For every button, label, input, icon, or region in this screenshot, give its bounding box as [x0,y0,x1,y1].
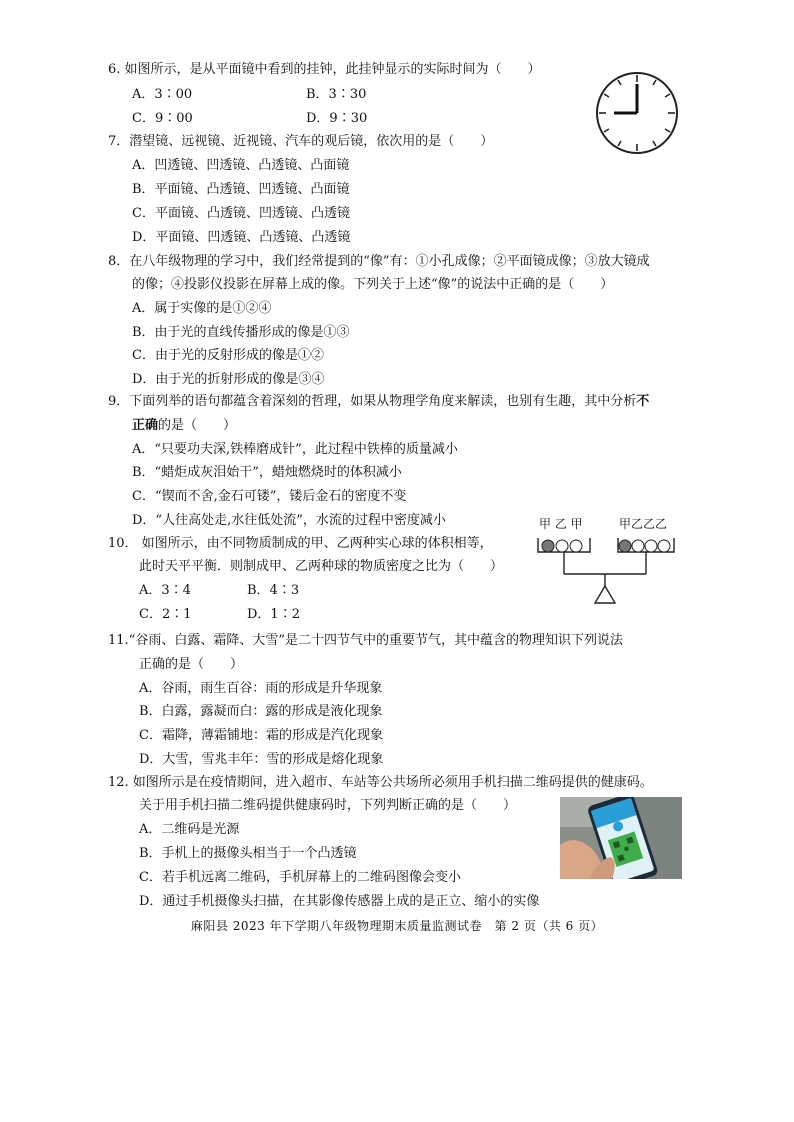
q10-option-a: A．3∶4 [139,583,191,598]
q10-option-c: C．2∶1 [139,607,192,622]
mirror-clock-figure [594,70,680,156]
q11-option-c: C．霜降，薄霜铺地：霜的形成是汽化现象 [139,728,383,743]
q9-option-d: D．“人往高处走,水往低处流”，水流的过程中密度减小 [132,513,446,528]
q9-stem-line1 [108,393,649,411]
q11-option-d: D．大雪，雪兆丰年：雪的形成是熔化现象 [139,752,384,767]
q9-option-b: B．“蜡炬成灰泪始干”，蜡烛燃烧时的体积减小 [132,465,402,480]
q10-stem-line1: 10． 如图所示，由不同物质制成的甲、乙两种实心球的体积相等， [108,536,493,551]
q11-option-b: B．白露，露凝而白：露的形成是液化现象 [139,704,383,719]
balance-right-labels: 甲乙乙乙 [619,517,668,531]
q12-stem-line2: 关于用手机扫描二维码提供健康码时，下列判断正确的是（ ） [139,798,517,813]
q8-stem-line2: 的像；④投影仪投影在屏幕上成的像。下列关于上述“像”的说法中正确的是（ ） [132,277,614,292]
q8-option-b: B．由于光的直线传播形成的像是①③ [132,325,350,340]
q9-stem-emphasis-1: 不 [636,394,650,409]
q9-stem-text-2: 的是（ ） [158,418,237,433]
q8-option-a: A．属于实像的是①②④ [132,301,272,316]
q8-option-c: C．由于光的反射形成的像是①② [132,348,324,363]
q7-option-a: A．凹透镜、凹透镜、凸透镜、凸面镜 [132,158,350,173]
q12-option-b: B．手机上的摄像头相当于一个凸透镜 [139,846,357,861]
q12-option-a: A．二维码是光源 [139,822,240,837]
q12-option-c: C．若手机远离二维码，手机屏幕上的二维码图像会变小 [139,870,461,885]
q11-stem-line2: 正确的是（ ） [139,657,244,672]
q6-option-d: D．9∶30 [306,111,368,126]
ball-jia [542,540,554,552]
q6-option-b: B．3∶30 [306,87,367,102]
ball-yi [556,540,568,552]
q6-option-c: C．9∶00 [132,111,193,126]
q11-option-a: A．谷雨，雨生百谷：雨的形成是升华现象 [139,681,383,696]
q9-option-c: C．“锲而不舍,金石可镂”，镂后金石的密度不变 [132,489,407,504]
q7-option-b: B．平面镜、凸透镜、凹透镜、凸面镜 [132,182,350,197]
q9-option-a: A．“只要功夫深,铁棒磨成针”，此过程中铁棒的质量减小 [132,442,458,457]
q6-option-a: A．3∶00 [132,87,193,102]
q8-stem-line1: 8．在八年级物理的学习中，我们经常提到的“像”有：①小孔成像；②平面镜成像；③放大镜成 [108,254,650,269]
q9-stem-text: 9．下面列举的语句都蕴含着深刻的哲理，如果从物理学角度来解读，也别有生趣，其中分析 [108,394,637,409]
balance-figure [532,530,680,606]
q10-stem-line2: 此时天平平衡．则制成甲、乙两种球的物质密度之比为（ ） [139,559,504,574]
q7-option-d: D．平面镜、凹透镜、凸透镜、凸透镜 [132,230,351,245]
balance-left-labels: 甲 乙 甲 [539,517,583,531]
q12-option-d: D．通过手机摄像头扫描，在其影像传感器上成的是正立、缩小的实像 [139,894,540,909]
q7-stem: 7．潜望镜、远视镜、近视镜、汽车的观后镜，依次用的是（ ） [108,134,494,149]
ball-jia [570,540,582,552]
q7-option-c: C．平面镜、凸透镜、凹透镜、凸透镜 [132,206,350,221]
q11-stem-line1: 11.“谷雨、白露、霜降、大雪”是二十四节气中的重要节气，其中蕴含的物理知识下列说法 [108,633,623,648]
q12-stem-line1: 12. 如图所示是在疫情期间，进入超市、车站等公共场所必须用手机扫描二维码提供的健康码。 [108,775,653,790]
q9-stem-line2 [132,417,236,435]
ball-yi [645,540,657,552]
q9-stem-emphasis-2: 正确 [132,418,159,433]
ball-jia [619,540,631,552]
ball-yi [632,540,644,552]
phone-scanning-photo [560,797,682,879]
ball-yi [658,540,670,552]
fulcrum-triangle [595,586,615,603]
q10-option-d: D．1∶2 [247,607,300,622]
q6-stem: 6. 如图所示，是从平面镜中看到的挂钟，此挂钟显示的实际时间为（ ） [108,62,541,77]
q10-option-b: B．4∶3 [247,583,300,598]
page-footer: 麻阳县 2023 年下学期八年级物理期末质量监测试卷 第 2 页（共 6 页） [190,919,604,933]
q8-option-d: D．由于光的折射形成的像是③④ [132,372,325,387]
